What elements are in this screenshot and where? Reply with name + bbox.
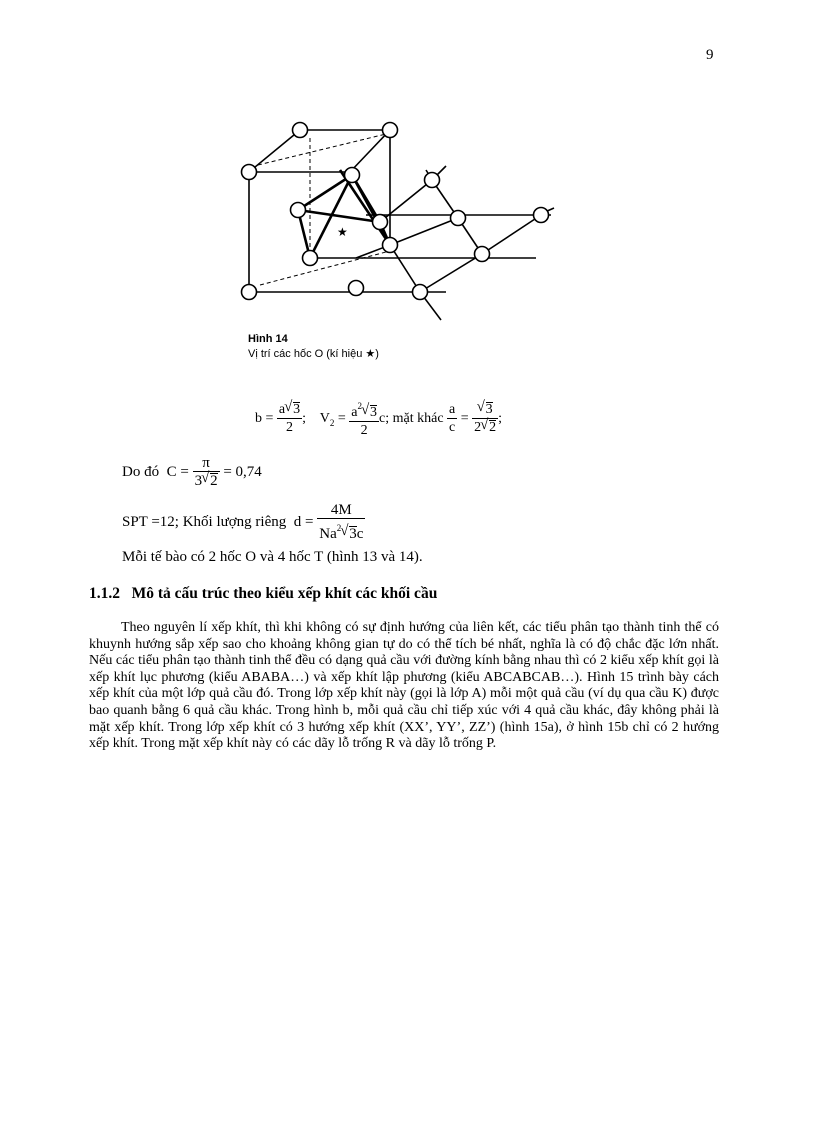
section-title: Mô tả cấu trúc theo kiểu xếp khít các khối cầu: [131, 585, 438, 602]
formula-density: SPT =12; Khối lượng riêng d = $\frac{4M}{Na^2√ 3c}$: [122, 502, 365, 543]
section-number: 1.1.2: [89, 585, 120, 602]
octahedral-hole-star-icon: ★: [337, 225, 348, 239]
section-heading: [89, 585, 437, 603]
cell-holes-sentence: Mỗi tế bào có 2 hốc O và 4 hốc T (hình 13 và 14).: [122, 549, 423, 565]
figure-title: Hình 14: [248, 333, 288, 345]
body-paragraph: Theo nguyên lí xếp khít, thì khi không có sự định hướng của liên kết, các tiểu phân tạo thành tinh thể có khuynh hướng sắp xếp sao cho khoảng không gian tự do có thể tích bé nhất, nghĩa là có độ chắc đặc lớn nhất. Nếu các tiểu phân tạo thành tinh thể đều có dạng quả cầu với đường kính bằng nhau thì có 2 kiểu xếp khít gọi là xếp khít lục phương (kiểu ABABA…) và xếp khít lập phương (kiểu ABCABCAB…). Hình 15 trình bày cách xếp khít của một lớp quả cầu đó. Trong lớp xếp khít này (gọi là lớp A) mỗi một quả cầu (ví dụ qua cầu K) được bao quanh bằng 6 quả cầu khác. Trong hình b, mỗi quả cầu chỉ tiếp xúc với 4 quả cầu khác, đây không phải là mặt xếp khít. Trong lớp xếp khít có 3 hướng xếp khít (XX’, YY’, ZZ’) (hình 15a), ở hình 15b chỉ có 2 hướng xếp khít. Trong mặt xếp khít này có các dãy lỗ trống R và dãy lỗ trống P.: [89, 620, 719, 752]
formula-b-v2: b = $\frac{a√ 3}{2}$ ; $V_2$ = $\frac{a^2√ 3}{2}$ c; mặt khác $\frac{a}{c}$ = √ $\frac{3}{2√ 2}$ ;: [255, 398, 502, 440]
figure-caption: [248, 332, 379, 362]
figure-description: Vị trí các hốc O (kí hiệu ★): [248, 348, 379, 360]
page-number: 9: [706, 47, 714, 63]
formula-packing-density: Do đó C = $\frac{\pi}{3√ 2}$ = 0,74: [122, 455, 262, 490]
figure-14-crystal-diagram: [236, 120, 576, 325]
